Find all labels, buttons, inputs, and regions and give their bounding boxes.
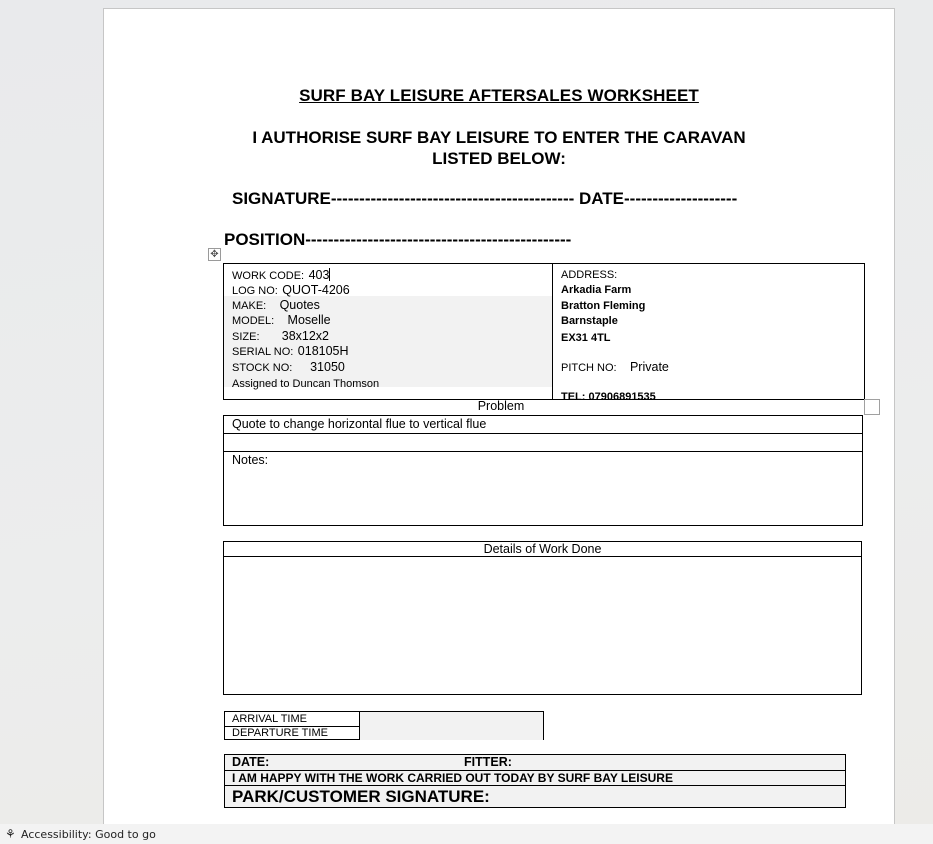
address-postcode: EX31 4TL (561, 332, 611, 344)
model-value[interactable]: Moselle (287, 313, 331, 327)
arrival-label: ARRIVAL TIME (232, 713, 307, 725)
table-move-handle-icon[interactable]: ✥ (208, 248, 221, 261)
authorisation-line-2: LISTED BELOW: (432, 149, 566, 168)
address-line-1: Arkadia Farm (561, 284, 632, 296)
accessibility-icon[interactable]: ⚘ (5, 827, 16, 841)
serial-value[interactable]: 018105H (297, 344, 349, 358)
table-resize-handle[interactable] (864, 399, 880, 415)
address-line-3: Barnstaple (561, 315, 618, 327)
size-label: SIZE: (232, 331, 260, 343)
model-label: MODEL: (232, 315, 275, 327)
address-line-2: Bratton Fleming (561, 300, 646, 312)
notes-cell[interactable] (224, 452, 862, 525)
work-done-table (223, 541, 862, 695)
problem-description-cell[interactable] (224, 416, 862, 434)
problem-description: Quote to change horizontal flue to vertical flue (232, 417, 487, 431)
customer-signature-label: PARK/CUSTOMER SIGNATURE: (232, 787, 490, 806)
make-value[interactable]: Quotes (279, 298, 320, 312)
assigned-row (232, 374, 379, 392)
stock-label: STOCK NO: (232, 362, 293, 374)
work-code-value[interactable]: 403 (308, 268, 330, 282)
notes-label: Notes: (232, 453, 269, 467)
authorisation-line-1: I AUTHORISE SURF BAY LEISURE TO ENTER THE CARAVAN (252, 128, 746, 147)
work-done-header: Details of Work Done (224, 542, 861, 557)
log-no-value[interactable]: QUOT-4206 (282, 283, 350, 297)
departure-row (225, 726, 543, 740)
address-cell[interactable] (553, 264, 864, 403)
authorisation-statement (104, 127, 894, 169)
work-code-label: WORK CODE: (232, 270, 305, 282)
text-cursor (329, 268, 330, 281)
problem-header: Problem (477, 399, 525, 413)
serial-label: SERIAL NO: (232, 346, 294, 358)
signoff-date-label: DATE: (232, 755, 270, 769)
document-page[interactable] (103, 8, 895, 838)
customer-signature-row[interactable] (225, 786, 845, 808)
date-fitter-row[interactable] (225, 755, 845, 771)
departure-time-field[interactable] (359, 726, 543, 740)
departure-label: DEPARTURE TIME (232, 727, 328, 739)
position-line: POSITION----------------------------------------------- (224, 230, 572, 249)
pitch-row (561, 358, 669, 376)
telephone: TEL: 07906891535 (561, 391, 656, 403)
accessibility-status[interactable]: Accessibility: Good to go (21, 828, 156, 841)
status-bar (0, 824, 933, 844)
make-label: MAKE: (232, 300, 267, 312)
signature-date-line: SIGNATURE------------------------------------------- DATE-------------------- (232, 189, 738, 208)
log-no-label: LOG NO: (232, 285, 278, 297)
time-table (224, 711, 544, 740)
caravan-info-table (223, 263, 865, 403)
arrival-row (225, 712, 543, 727)
arrival-time-field[interactable] (359, 712, 543, 726)
assigned-to: Assigned to Duncan Thomson (232, 378, 380, 390)
signoff-table (224, 754, 846, 808)
stock-value[interactable]: 31050 (310, 360, 345, 374)
fitter-label: FITTER: (464, 755, 512, 769)
pitch-value[interactable]: Private (629, 360, 669, 374)
problem-table (223, 415, 863, 526)
happy-statement: I AM HAPPY WITH THE WORK CARRIED OUT TODAY BY SURF BAY LEISURE (232, 771, 673, 785)
problem-blank-cell[interactable] (224, 434, 862, 452)
address-label: ADDRESS: (561, 269, 618, 281)
pitch-label: PITCH NO: (561, 362, 617, 374)
size-value[interactable]: 38x12x2 (281, 329, 330, 343)
work-done-cell[interactable] (224, 557, 861, 694)
document-title: SURF BAY LEISURE AFTERSALES WORKSHEET (299, 86, 699, 105)
caravan-details-cell[interactable] (224, 264, 553, 399)
happy-statement-row[interactable] (225, 771, 845, 786)
